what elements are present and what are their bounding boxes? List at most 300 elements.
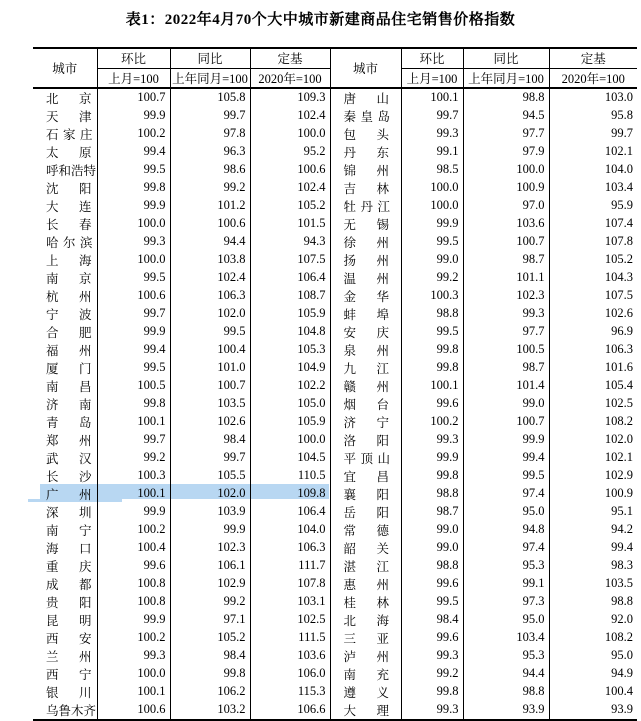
- yoy-value-cell: 105.2: [170, 629, 250, 647]
- city-cell: [33, 503, 113, 521]
- mom-value-cell: 99.3: [401, 125, 463, 143]
- city-name: 南京: [46, 271, 113, 286]
- city-cell: [330, 647, 410, 665]
- yoy-value-cell: 97.8: [170, 125, 250, 143]
- yoy-value-cell: 103.9: [170, 503, 250, 521]
- city-cell: [33, 575, 113, 593]
- mom-value-cell: 99.7: [97, 431, 170, 449]
- yoy-value-cell: 102.9: [170, 575, 250, 593]
- mom-value-cell: 99.2: [401, 665, 463, 683]
- mom-value-cell: 99.8: [401, 683, 463, 701]
- yoy-value-cell: 95.3: [463, 647, 549, 665]
- base-value-cell: 95.2: [250, 143, 330, 161]
- base-value-cell: 102.9: [604, 468, 633, 482]
- mom-value-cell: 99.9: [97, 107, 170, 125]
- yoy-value-cell: 105.8: [170, 88, 250, 107]
- city-name: 西宁: [46, 667, 113, 682]
- city-cell: [330, 269, 410, 287]
- city-cell: [33, 611, 113, 629]
- yoy-value-cell: 101.0: [170, 359, 250, 377]
- yoy-value-cell: 97.9: [463, 143, 549, 161]
- mom-value-cell: 100.7: [97, 88, 170, 107]
- city-cell: [330, 395, 410, 413]
- mom-value-cell: 100.0: [97, 215, 170, 233]
- table-row: [33, 161, 637, 179]
- city-cell: [330, 197, 401, 215]
- base-value-cell: 92.0: [611, 612, 633, 626]
- city-cell: [33, 395, 113, 413]
- mom-value-cell: 100.8: [97, 575, 170, 593]
- yoy-value-cell: 102.6: [170, 413, 250, 431]
- table-row: [33, 179, 637, 197]
- base-value-cell: 94.2: [611, 522, 633, 536]
- mom-value-cell: 100.1: [97, 683, 170, 701]
- yoy-value-cell: 97.7: [463, 323, 549, 341]
- base-value-cell: 108.2: [604, 630, 633, 644]
- mom-value-cell: 100.1: [97, 485, 170, 503]
- base-value-cell: 104.3: [604, 270, 633, 284]
- base-value-cell: 95.8: [611, 108, 633, 122]
- city-name: 温州: [343, 271, 410, 286]
- yoy-value-cell: 100.0: [463, 161, 549, 179]
- base-value-cell: 104.9: [250, 359, 330, 377]
- yoy-value-cell: 94.5: [463, 107, 549, 125]
- mom-value-cell: 100.6: [97, 701, 170, 720]
- yoy-value-cell: 100.7: [170, 377, 250, 395]
- table-row: [33, 323, 637, 341]
- base-value-cell: 108.7: [250, 287, 330, 305]
- base-value-cell: 106.6: [250, 701, 330, 720]
- yoy-value-cell: 103.2: [170, 701, 250, 720]
- mom-value-cell: 99.7: [97, 305, 170, 323]
- base-value-cell: 107.4: [604, 216, 633, 230]
- mom-value-cell: 99.8: [401, 467, 463, 485]
- city-name: 沈阳: [46, 181, 113, 196]
- city-cell: [330, 431, 410, 449]
- yoy-value-cell: 94.4: [170, 233, 250, 251]
- yoy-value-cell: 98.4: [170, 431, 250, 449]
- city-name: 锦州: [343, 163, 410, 178]
- mom-value-cell: 99.5: [401, 233, 463, 251]
- city-name: 福州: [46, 343, 113, 358]
- table-row: [33, 701, 637, 720]
- city-name: 桂林: [343, 595, 410, 610]
- city-cell: [33, 377, 113, 395]
- header-mom-base-left: 上月=100: [97, 68, 170, 88]
- table-row: [33, 377, 637, 395]
- base-value-cell: 106.4: [250, 269, 330, 287]
- yoy-value-cell: 103.4: [463, 629, 549, 647]
- city-cell: [33, 107, 113, 125]
- city-name: 包头: [343, 127, 410, 142]
- city-cell: [330, 179, 410, 197]
- yoy-value-cell: 102.3: [170, 539, 250, 557]
- city-name: 呼和浩特: [46, 163, 97, 178]
- city-name: 烟台: [343, 397, 410, 412]
- mom-value-cell: 99.9: [97, 323, 170, 341]
- base-value-cell: 99.4: [611, 540, 633, 554]
- mom-value-cell: 99.3: [97, 233, 170, 251]
- base-value-cell: 103.0: [604, 90, 633, 104]
- yoy-value-cell: 98.7: [463, 251, 549, 269]
- base-value-cell: 103.5: [604, 576, 633, 590]
- city-name: 九江: [343, 361, 410, 376]
- mom-value-cell: 99.8: [401, 359, 463, 377]
- mom-value-cell: 99.4: [97, 143, 170, 161]
- yoy-value-cell: 102.4: [170, 269, 250, 287]
- city-cell: [33, 647, 113, 665]
- header-yoy-base-right: 上年同月=100: [463, 68, 549, 88]
- city-cell: [330, 521, 410, 539]
- city-name: 海口: [46, 541, 113, 556]
- mom-value-cell: 98.4: [401, 611, 463, 629]
- city-cell: [33, 215, 113, 233]
- city-cell: [330, 503, 410, 521]
- city-name: 成都: [46, 577, 113, 592]
- city-cell: [330, 251, 410, 269]
- city-cell: [33, 125, 97, 143]
- city-name: 厦门: [46, 361, 113, 376]
- city-cell: [33, 485, 113, 503]
- base-value-cell: 110.5: [250, 467, 330, 485]
- base-value-cell: 109.8: [250, 485, 330, 503]
- base-value-cell: 94.9: [611, 666, 633, 680]
- city-name: 扬州: [343, 253, 410, 268]
- mom-value-cell: 100.2: [97, 629, 170, 647]
- city-name: 广州: [46, 487, 113, 502]
- table-row: [33, 629, 637, 647]
- city-cell: [330, 305, 410, 323]
- city-cell: [33, 593, 113, 611]
- city-name: 泸州: [343, 649, 410, 664]
- yoy-value-cell: 102.0: [170, 485, 250, 503]
- table-row: [33, 665, 637, 683]
- mom-value-cell: 99.6: [401, 395, 463, 413]
- yoy-value-cell: 97.1: [170, 611, 250, 629]
- header-mom-left: 环比: [97, 48, 170, 68]
- city-cell: [330, 161, 410, 179]
- table-row: [33, 575, 637, 593]
- yoy-value-cell: 98.7: [463, 359, 549, 377]
- header-yoy-left: 同比: [170, 48, 250, 68]
- mom-value-cell: 99.7: [401, 107, 463, 125]
- mom-value-cell: 99.0: [401, 539, 463, 557]
- mom-value-cell: 100.2: [401, 413, 463, 431]
- yoy-value-cell: 102.0: [170, 305, 250, 323]
- mom-value-cell: 98.7: [401, 503, 463, 521]
- table-row: [33, 215, 637, 233]
- yoy-value-cell: 106.2: [170, 683, 250, 701]
- base-value-cell: 105.3: [250, 341, 330, 359]
- base-value-cell: 107.5: [250, 251, 330, 269]
- base-value-cell: 102.5: [250, 611, 330, 629]
- city-name: 哈尔滨: [46, 235, 98, 250]
- mom-value-cell: 99.3: [401, 701, 463, 720]
- mom-value-cell: 99.4: [97, 341, 170, 359]
- city-name: 贵阳: [46, 595, 113, 610]
- city-cell: [330, 485, 410, 503]
- city-cell: [33, 287, 113, 305]
- city-cell: [33, 539, 113, 557]
- city-cell: [33, 323, 113, 341]
- yoy-value-cell: 95.0: [463, 611, 549, 629]
- header-yoy-base-left: 上年同月=100: [170, 68, 250, 88]
- table-header: [33, 48, 637, 88]
- base-value-cell: 99.7: [611, 126, 633, 140]
- city-name: 天津: [46, 109, 113, 124]
- mom-value-cell: 98.8: [401, 485, 463, 503]
- city-cell: [330, 665, 410, 683]
- mom-value-cell: 100.0: [401, 197, 463, 215]
- mom-value-cell: 99.5: [401, 593, 463, 611]
- table-row: [33, 593, 637, 611]
- mom-value-cell: 100.1: [401, 88, 463, 107]
- city-name: 唐山: [343, 91, 410, 106]
- base-value-cell: 105.0: [250, 395, 330, 413]
- base-value-cell: 95.9: [611, 198, 633, 212]
- city-cell: [330, 611, 410, 629]
- city-name: 牡丹江: [343, 199, 395, 214]
- yoy-value-cell: 103.8: [170, 251, 250, 269]
- city-cell: [33, 143, 113, 161]
- city-name: 武汉: [46, 451, 113, 466]
- mom-value-cell: 99.0: [401, 251, 463, 269]
- city-cell: [330, 215, 410, 233]
- city-name: 金华: [343, 289, 410, 304]
- city-cell: [330, 629, 410, 647]
- mom-value-cell: 99.3: [97, 647, 170, 665]
- city-cell: [33, 683, 113, 701]
- city-name: 襄阳: [343, 487, 410, 502]
- mom-value-cell: 99.5: [97, 269, 170, 287]
- yoy-value-cell: 99.5: [463, 467, 549, 485]
- mom-value-cell: 100.4: [97, 539, 170, 557]
- yoy-value-cell: 98.8: [463, 683, 549, 701]
- city-cell: [330, 575, 410, 593]
- yoy-value-cell: 99.7: [170, 449, 250, 467]
- mom-value-cell: 99.9: [401, 215, 463, 233]
- city-name: 乌鲁木齐: [46, 703, 97, 718]
- mom-value-cell: 100.5: [97, 377, 170, 395]
- city-name: 青岛: [46, 415, 113, 430]
- city-cell: [33, 521, 113, 539]
- city-cell: [330, 539, 410, 557]
- table-row: [33, 611, 637, 629]
- city-cell: [33, 629, 113, 647]
- mom-value-cell: 99.5: [97, 359, 170, 377]
- table-row: [33, 233, 637, 251]
- city-name: 岳阳: [343, 505, 410, 520]
- city-name: 上海: [46, 253, 113, 268]
- table-row: [33, 88, 637, 107]
- yoy-value-cell: 99.2: [170, 593, 250, 611]
- yoy-value-cell: 95.0: [463, 503, 549, 521]
- base-value-cell: 98.8: [611, 594, 633, 608]
- yoy-value-cell: 99.4: [463, 449, 549, 467]
- yoy-value-cell: 97.4: [463, 485, 549, 503]
- header-city-right: 城市: [330, 48, 401, 88]
- mom-value-cell: 100.3: [401, 287, 463, 305]
- city-cell: [33, 701, 97, 720]
- mom-value-cell: 99.8: [401, 341, 463, 359]
- city-name: 长春: [46, 217, 113, 232]
- city-name: 济南: [46, 397, 113, 412]
- yoy-value-cell: 99.3: [463, 305, 549, 323]
- base-value-cell: 93.9: [611, 702, 633, 716]
- city-cell: [330, 359, 410, 377]
- city-cell: [33, 179, 113, 197]
- base-value-cell: 106.4: [250, 503, 330, 521]
- base-value-cell: 102.1: [604, 144, 633, 158]
- city-name: 赣州: [343, 379, 410, 394]
- base-value-cell: 96.9: [611, 324, 633, 338]
- base-value-cell: 95.0: [611, 648, 633, 662]
- yoy-value-cell: 97.4: [463, 539, 549, 557]
- yoy-value-cell: 99.7: [170, 107, 250, 125]
- mom-value-cell: 99.0: [401, 521, 463, 539]
- yoy-value-cell: 106.1: [170, 557, 250, 575]
- table-row: [33, 539, 637, 557]
- mom-value-cell: 99.5: [401, 323, 463, 341]
- city-cell: [33, 449, 113, 467]
- base-value-cell: 105.9: [250, 305, 330, 323]
- city-cell: [330, 287, 410, 305]
- city-cell: [330, 125, 410, 143]
- price-index-table: [33, 47, 637, 721]
- yoy-value-cell: 99.5: [170, 323, 250, 341]
- yoy-value-cell: 99.1: [463, 575, 549, 593]
- mom-value-cell: 99.6: [401, 575, 463, 593]
- mom-value-cell: 99.3: [401, 431, 463, 449]
- base-value-cell: 101.5: [250, 215, 330, 233]
- mom-value-cell: 99.8: [97, 179, 170, 197]
- yoy-value-cell: 101.4: [463, 377, 549, 395]
- city-name: 石家庄: [46, 127, 98, 142]
- mom-value-cell: 99.1: [401, 143, 463, 161]
- table-row: [33, 485, 637, 503]
- mom-value-cell: 100.8: [97, 593, 170, 611]
- yoy-value-cell: 98.6: [170, 161, 250, 179]
- city-name: 惠州: [343, 577, 410, 592]
- mom-value-cell: 99.5: [97, 161, 170, 179]
- table-row: [33, 107, 637, 125]
- base-value-cell: 102.6: [604, 306, 633, 320]
- mom-value-cell: 100.0: [401, 179, 463, 197]
- header-fixedbase-left: 定基: [250, 48, 330, 68]
- base-value-cell: 106.0: [250, 665, 330, 683]
- base-value-cell: 98.3: [611, 558, 633, 572]
- header-mom-right: 环比: [401, 48, 463, 68]
- city-name: 韶关: [343, 541, 410, 556]
- base-value-cell: 100.9: [604, 486, 633, 500]
- yoy-value-cell: 103.5: [170, 395, 250, 413]
- base-value-cell: 100.0: [250, 431, 330, 449]
- table-row: [33, 125, 637, 143]
- base-value-cell: 102.4: [250, 107, 330, 125]
- yoy-value-cell: 95.3: [463, 557, 549, 575]
- base-value-cell: 103.4: [604, 180, 633, 194]
- city-cell: [33, 161, 97, 179]
- table-row: [33, 431, 637, 449]
- header-fixedbase-right: 定基: [549, 48, 637, 68]
- mom-value-cell: 99.9: [97, 611, 170, 629]
- city-name: 常德: [343, 523, 410, 538]
- mom-value-cell: 98.8: [401, 557, 463, 575]
- city-cell: [33, 341, 113, 359]
- city-cell: [330, 413, 410, 431]
- city-cell: [33, 233, 97, 251]
- table-row: [33, 413, 637, 431]
- base-value-cell: 95.1: [611, 504, 633, 518]
- city-name: 郑州: [46, 433, 113, 448]
- city-name: 安庆: [343, 325, 410, 340]
- table-row: [33, 395, 637, 413]
- base-value-cell: 107.5: [604, 288, 633, 302]
- table-row: [33, 269, 637, 287]
- base-value-cell: 107.8: [604, 234, 633, 248]
- yoy-value-cell: 100.7: [463, 413, 549, 431]
- table-row: [33, 557, 637, 575]
- city-cell: [330, 107, 401, 125]
- mom-value-cell: 100.1: [401, 377, 463, 395]
- table-row: [33, 503, 637, 521]
- yoy-value-cell: 99.9: [170, 521, 250, 539]
- city-cell: [33, 305, 113, 323]
- city-name: 蚌埠: [343, 307, 410, 322]
- city-cell: [330, 701, 410, 720]
- city-name: 秦皇岛: [343, 109, 395, 124]
- mom-value-cell: 99.9: [97, 503, 170, 521]
- mom-value-cell: 100.3: [97, 467, 170, 485]
- yoy-value-cell: 100.5: [463, 341, 549, 359]
- city-cell: [33, 359, 113, 377]
- base-value-cell: 105.4: [604, 378, 633, 392]
- city-name: 杭州: [46, 289, 113, 304]
- base-value-cell: 105.9: [250, 413, 330, 431]
- city-cell: [330, 377, 410, 395]
- city-name: 北海: [343, 613, 410, 628]
- city-name: 大理: [343, 703, 410, 718]
- base-value-cell: 102.0: [604, 432, 633, 446]
- city-cell: [330, 233, 410, 251]
- table-row: [33, 197, 637, 215]
- base-value-cell: 115.3: [250, 683, 330, 701]
- base-value-cell: 94.3: [250, 233, 330, 251]
- city-name: 西安: [46, 631, 113, 646]
- city-name: 南宁: [46, 523, 113, 538]
- city-name: 吉林: [343, 181, 410, 196]
- mom-value-cell: 100.1: [97, 413, 170, 431]
- yoy-value-cell: 98.8: [463, 88, 549, 107]
- header-yoy-right: 同比: [463, 48, 549, 68]
- city-cell: [330, 341, 410, 359]
- city-cell: [33, 665, 113, 683]
- yoy-value-cell: 96.3: [170, 143, 250, 161]
- mom-value-cell: 99.9: [401, 449, 463, 467]
- yoy-value-cell: 101.2: [170, 197, 250, 215]
- base-value-cell: 108.2: [604, 414, 633, 428]
- base-value-cell: 103.6: [250, 647, 330, 665]
- city-name: 南充: [343, 667, 410, 682]
- city-cell: [330, 557, 410, 575]
- city-cell: [330, 683, 410, 701]
- city-name: 徐州: [343, 235, 410, 250]
- base-value-cell: 104.0: [604, 162, 633, 176]
- mom-value-cell: 99.2: [97, 449, 170, 467]
- base-value-cell: 102.1: [604, 450, 633, 464]
- base-value-cell: 111.7: [250, 557, 330, 575]
- yoy-value-cell: 97.7: [463, 125, 549, 143]
